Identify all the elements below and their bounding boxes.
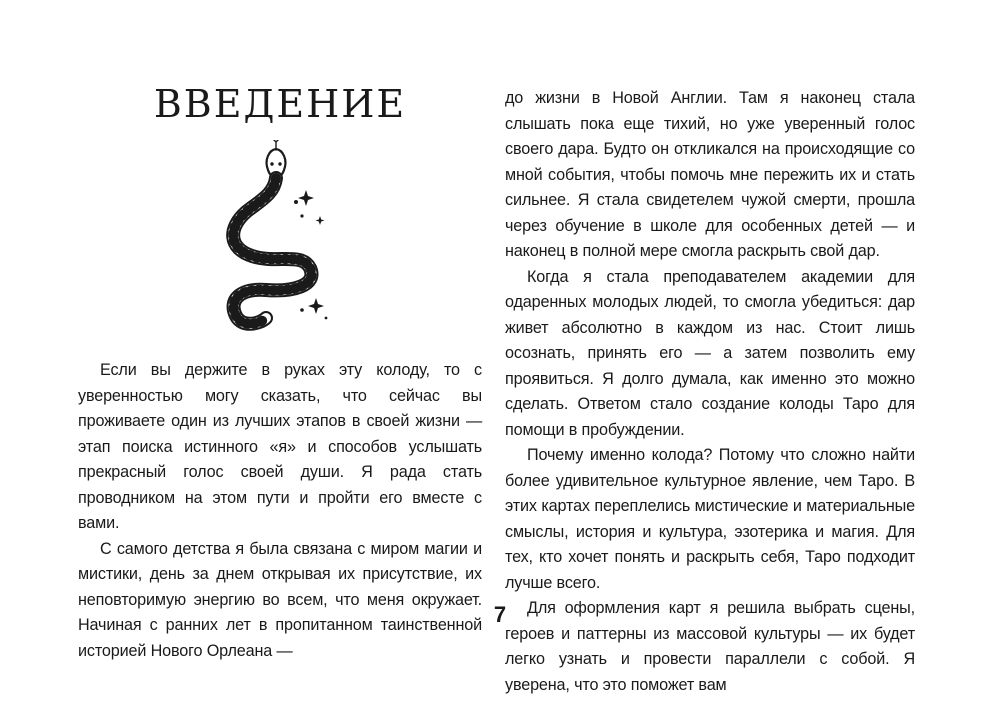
snake-with-stars-icon — [206, 140, 356, 340]
paragraph: Когда я стала преподавателем академии для одаренных молодых людей, то смогла убедиться: дар живет абсолютно в каждом из нас. Стоит лишь осознать, принять его — а затем позволить ему проявиться. Я долго думала, как именно это можно сделать. Ответом стало создание колоды Таро для помощи в пробуждении. — [505, 267, 915, 439]
left-text-column — [78, 358, 482, 664]
right-text-column — [505, 86, 915, 698]
page-title: ВВЕДЕНИЕ — [153, 82, 407, 126]
page-number: 7 — [493, 602, 507, 627]
paragraph: Если вы держите в руках эту колоду, то с уверенностью могу сказать, что сейчас вы проживаете один из лучших этапов в своей жизни — этап поиска истинного «я» и способов услышать прекрасный голос своей души. Я рада стать проводником на этом пути и пройти его вместе с вами. — [78, 361, 482, 532]
paragraph: Почему именно колода? Потому что сложно найти более удивительное культурное явление, чем Таро. В этих картах переплелись мистические и материальные смыслы, история и культура, эзотерика и магия. Для тех, кто хочет понять и раскрыть себя, Таро подходит лучше всего. — [505, 446, 915, 592]
paragraph: до жизни в Новой Англии. Там я наконец стала слышать пока еще тихий, но уже уверенный голос своего дара. Будто он откликался на происходящие со мной события, чтобы помочь мне пережить их и стать сильнее. Я стала свидетелем чужой смерти, прошла через обучение в школе для особенных детей — и наконец в полной мере смогла раскрыть свой дар. — [505, 89, 915, 260]
paragraph: Для оформления карт я решила выбрать сцены, героев и паттерны из массовой культуры — их будет легко узнать и провести параллели с собой. Я уверена, что это поможет вам — [505, 599, 915, 694]
paragraph: С самого детства я была связана с миром магии и мистики, день за днем открывая их присутствие, их неповторимую энергию во всем, что меня окружает. Начиная с ранних лет в пропитанном таинственной историей Нового Орлеана — — [78, 539, 482, 660]
